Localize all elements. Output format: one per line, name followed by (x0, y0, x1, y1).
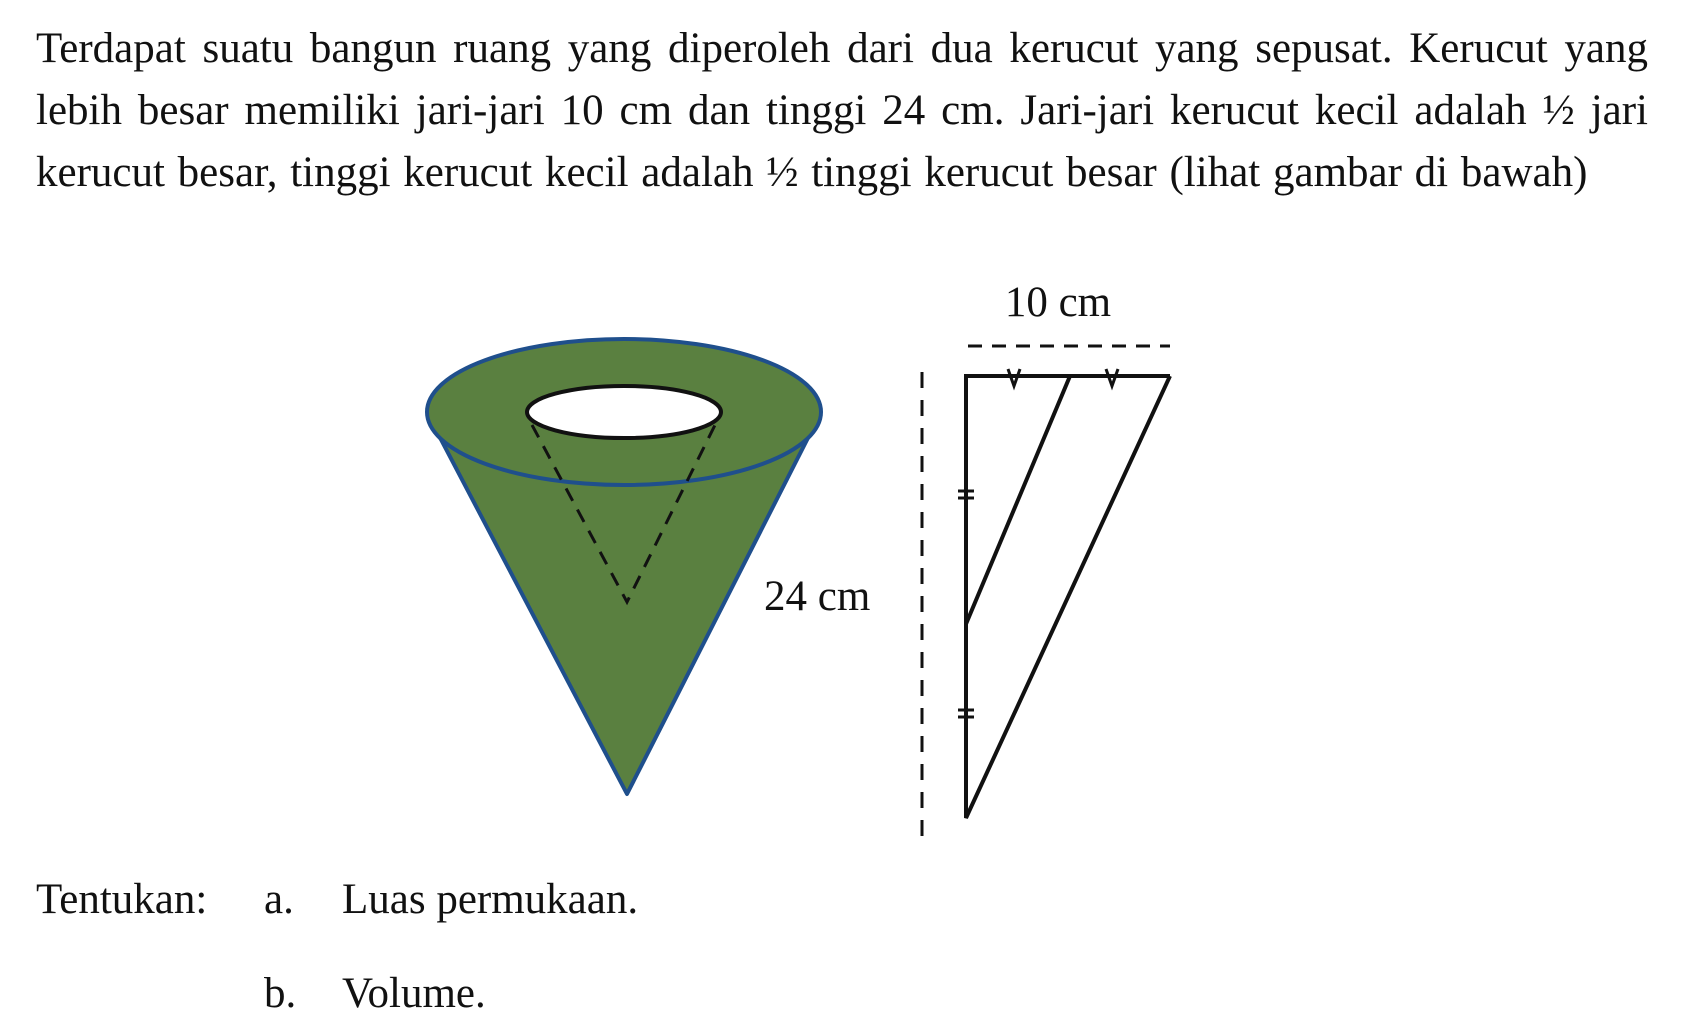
task-text-a: Luas permukaan. (342, 876, 639, 923)
task-text-b: Volume. (342, 970, 486, 1017)
cross-section-small-slant (966, 376, 1070, 624)
problem-statement: Terdapat suatu bangun ruang yang diperoleh dari dua kerucut yang sepusat. Kerucut yang lebih besar memiliki jari-jari 10 cm dan tinggi 24 cm. Jari-jari kerucut kecil adalah ½ jari kerucut besar, tinggi kerucut kecil adalah ½ tinggi kerucut besar (lihat gambar di bawah) (36, 25, 1648, 196)
task-item-b (36, 972, 486, 1015)
task-letter-b: b. (264, 970, 297, 1017)
height-label: 24 cm (764, 573, 871, 620)
task-lead-label: Tentukan: (36, 876, 208, 923)
cross-section-large-triangle (966, 376, 1170, 818)
task-item-a (36, 878, 638, 921)
radius-label: 10 cm (1004, 279, 1112, 326)
inner-cone-opening (527, 386, 721, 438)
task-letter-a: a. (264, 876, 294, 923)
